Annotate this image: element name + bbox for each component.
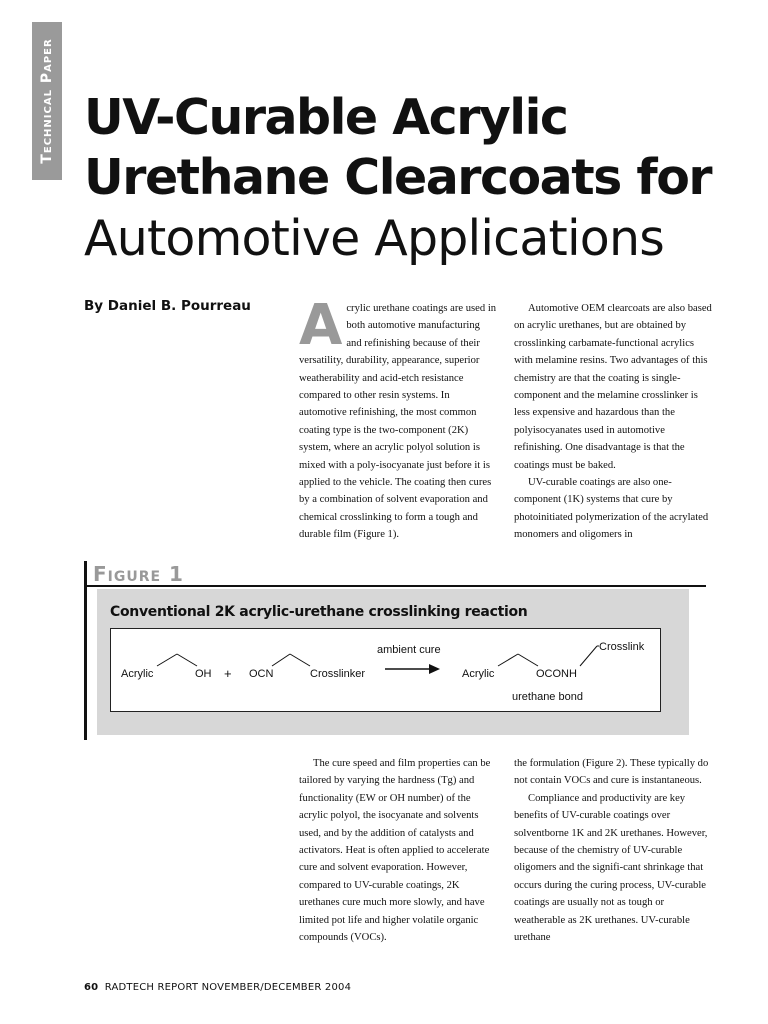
body-paragraph: UV-curable coatings are also one-component (1K) systems that cure by photoinitiated polymerization of the acrylated monomers and oligomers in [514,477,709,541]
bond-line [272,654,290,666]
title-line-3: Automotive Applications [84,210,664,267]
body-paragraph: the formulation (Figure 2). These typically do not contain VOCs and cure is instantaneous. [514,758,709,787]
reaction-arrow-head [429,664,440,674]
body-paragraph: The cure speed and film properties can be tailored by varying the hardness (Tg) and functionality (EW or OH number) of the acrylic polyol, the isocyanate and solvents used, and by the addition of catalysts and activators. Heat is often applied to accelerate cure and solvent evaporation. However, compared to UV-curable coatings, 2K urethanes cure much more slowly, and have limited pot life and higher volatile organic compounds (VOCs). [299,758,491,944]
body-paragraph [299,293,497,544]
label-acrylic-right: Acrylic [462,668,495,680]
page-number: 60 [84,982,99,993]
bond-line [498,654,518,666]
body-column-4 [514,755,714,946]
byline: By Daniel B. Pourreau [84,298,251,314]
title-line-1: UV-Curable Acrylic [84,89,568,146]
page-footer [84,982,351,993]
bond-line [518,654,538,666]
label-plus: + [224,666,232,681]
figure-rule-vertical [84,561,87,740]
paragraph-text: crylic urethane coatings are used in both automotive manufacturing and refinishing because of their versatility, durability, appearance, superior weatherability and acid-etch resistance compared to other resin systems. In automotive refinishing, the most common coating type is the two-component (2K) system, where an acrylic polyol solution is mixed with a poly-isocyanate just before it is applied to the vehicle. The coating then cures by a combination of solvent evaporation and chemical crosslinking to form a tough and durable film (Figure 1). [299,303,497,541]
bond-line [580,646,597,666]
bond-line [290,654,310,666]
label-acrylic-left: Acrylic [121,668,154,680]
label-oconh: OCONH [536,668,577,680]
body-paragraph: Compliance and productivity are key benefits of UV-curable coatings over solventborne 1K and 2K urethanes. However, because of the chemistry of UV-curable oligomers and the signifi-cant shrinkage that occurs during the curing process, UV-curable coatings are usually not as tough or weatherable as 2K urethanes. UV-curable urethane [514,792,708,944]
reaction-diagram [110,628,661,712]
label-ambient-cure: ambient cure [377,644,441,656]
article-title [84,88,711,269]
drop-cap: A [299,293,343,358]
label-crosslink: Crosslink [599,641,645,653]
title-line-2: Urethane Clearcoats for [84,149,712,206]
publication-info: RADTECH REPORT NOVEMBER/DECEMBER 2004 [104,982,352,993]
figure-label: Figure 1 [93,562,184,586]
label-ocn: OCN [249,668,274,680]
section-tab [32,22,62,180]
body-paragraph: Automotive OEM clearcoats are also based on acrylic urethanes, but are obtained by crosslinking carbamate-functional acrylics with melamine resins. Two advantages of this chemistry are that the coating is single-component and the melamine crosslinker is less expensive and hazardous than the polyisocyanates used in automotive refinishing. One disadvantage is that the coatings must be baked. [514,303,712,471]
label-urethane-bond: urethane bond [512,691,583,703]
body-column-2 [514,300,714,544]
bond-line [157,654,177,666]
body-column-1 [299,293,497,544]
label-oh: OH [195,668,212,680]
section-tab-label: Technical Paper [39,38,55,164]
label-crosslinker: Crosslinker [310,668,366,680]
figure-caption: Conventional 2K acrylic-urethane crosslinking reaction [110,604,528,620]
body-column-3 [299,755,497,946]
bond-line [177,654,197,666]
